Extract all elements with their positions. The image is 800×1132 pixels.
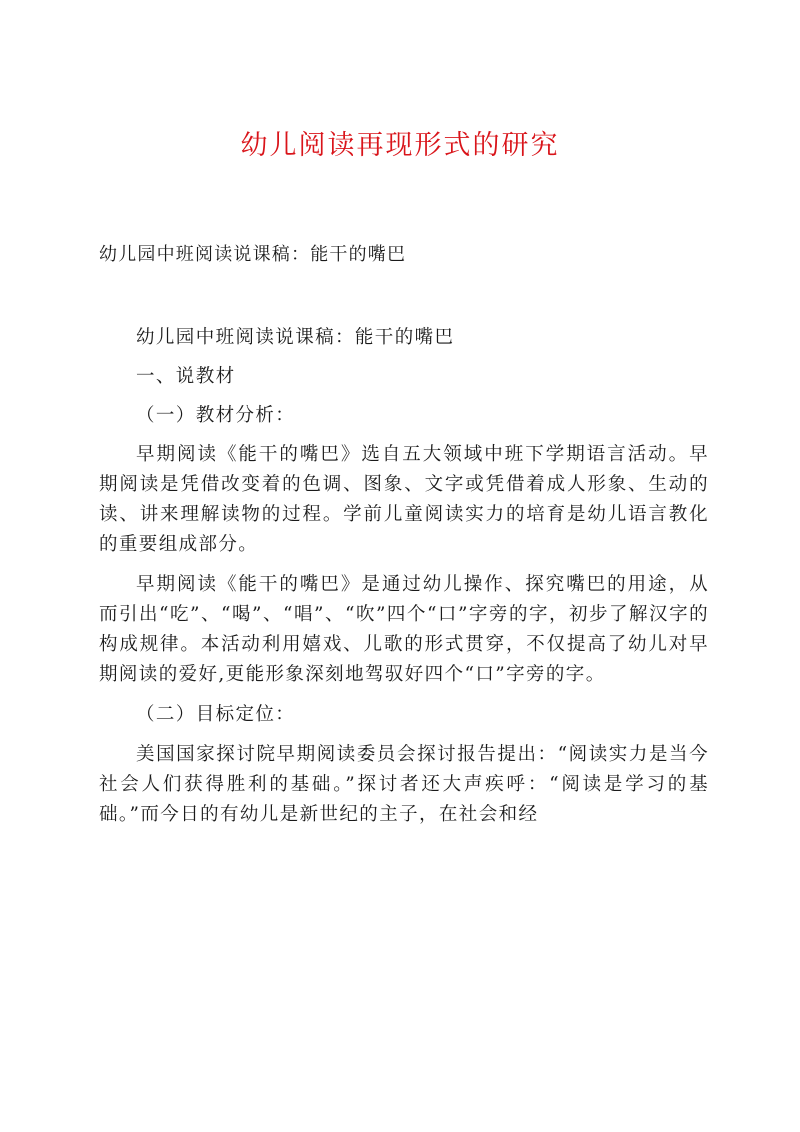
document-title: 幼儿阅读再现形式的研究 — [240, 130, 560, 161]
paragraph-heading: 幼儿园中班阅读说课稿：能干的嘴巴 — [136, 327, 455, 348]
document-body — [99, 323, 709, 830]
document-subtitle: 幼儿园中班阅读说课稿：能干的嘴巴 — [99, 244, 407, 265]
subsection-heading-1: （一）教材分析： — [136, 405, 296, 426]
paragraph-3: 美国国家探讨院早期阅读委员会探讨报告提出：“阅读实力是当今社会人们获得胜利的基础。”探讨者还大声疾呼：“阅读是学习的基础。”而今日的有幼儿是新世纪的主子，在社会和经 — [99, 744, 709, 825]
section-heading-1: 一、说教材 — [136, 366, 236, 387]
subsection-heading-2: （二）目标定位： — [136, 704, 296, 725]
paragraph-1: 早期阅读《能干的嘴巴》选自五大领域中班下学期语言活动。早期阅读是凭借改变着的色调、图象、文字或凭借着成人形象、生动的读、讲来理解读物的过程。学前儿童阅读实力的培育是幼儿语言教化的重要组成部分。 — [99, 444, 709, 555]
paragraph-2: 早期阅读《能干的嘴巴》是通过幼儿操作、探究嘴巴的用途，从而引出“吃”、“喝”、“唱”、“吹”四个“口”字旁的字，初步了解汉字的构成规律。本活动利用嬉戏、儿歌的形式贯穿，不仅提高了幼儿对早期阅读的爱好,更能形象深刻地驾驭好四个“口”字旁的字。 — [99, 574, 709, 685]
